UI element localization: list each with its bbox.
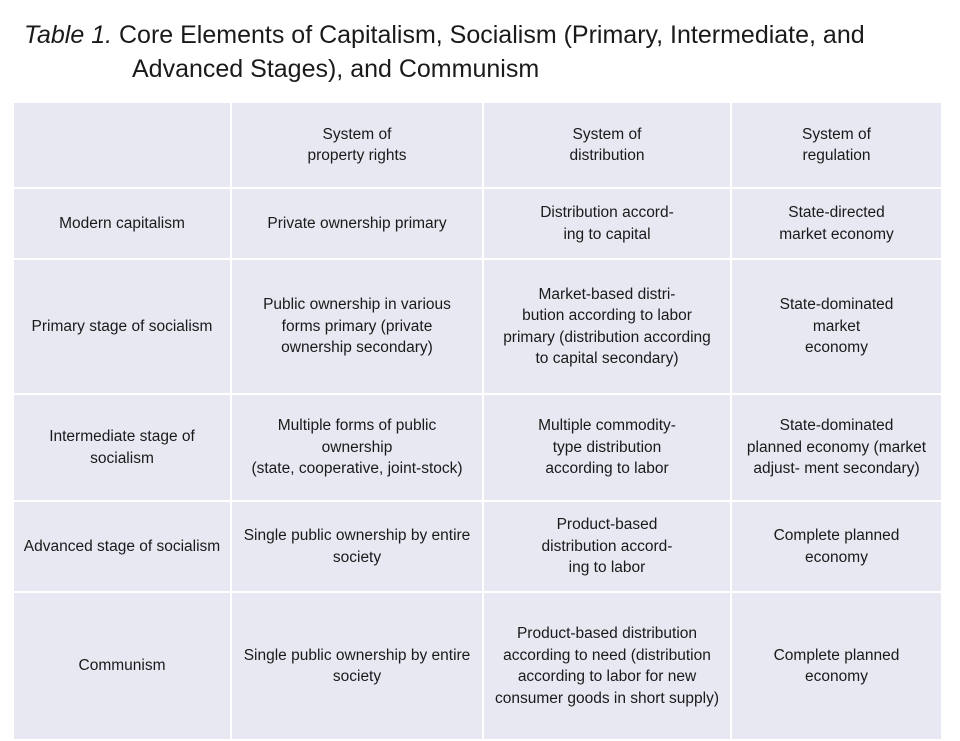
- row-label-line: Modern capitalism: [59, 214, 185, 232]
- table-row-communism: [14, 593, 941, 741]
- cell-line: society: [332, 548, 382, 566]
- cell-property-rights: [232, 189, 484, 260]
- row-label: [14, 189, 232, 260]
- cell-distribution: [484, 189, 732, 260]
- cell-line: Complete planned: [773, 646, 900, 664]
- cell-line: Multiple commodity-: [538, 417, 676, 435]
- column-header-regulation: [732, 103, 941, 189]
- row-label: [14, 260, 232, 395]
- row-label: [14, 593, 232, 741]
- cell-line: ownership secondary): [281, 339, 433, 357]
- cell-regulation: [732, 593, 941, 741]
- cell-line: ing to labor: [568, 559, 646, 577]
- row-label-line: Intermediate stage of: [49, 428, 195, 445]
- column-header-property-rights: [232, 103, 484, 189]
- cell-regulation: [732, 260, 941, 395]
- cell-line: economy: [805, 548, 868, 566]
- table-row-modern-capitalism: [14, 189, 941, 260]
- table-row-advanced-socialism: [14, 502, 941, 593]
- cell-line: Multiple forms of public: [277, 417, 437, 435]
- cell-line: type distribution: [552, 438, 662, 456]
- cell-line: market economy: [779, 225, 894, 243]
- cell-line: to capital secondary): [535, 350, 679, 367]
- cell-line: according to labor for new: [517, 668, 697, 685]
- header-line: System of: [802, 125, 871, 143]
- cell-regulation: [732, 502, 941, 593]
- table-row-intermediate-socialism: [14, 395, 941, 502]
- header-row: [14, 103, 941, 189]
- header-line: property rights: [307, 147, 407, 164]
- row-label-line: Communism: [78, 657, 166, 675]
- row-label: [14, 395, 232, 502]
- cell-line: consumer goods in short supply): [494, 689, 719, 707]
- cell-line: society: [332, 668, 382, 685]
- table-title: [24, 18, 924, 86]
- column-header-distribution: [484, 103, 732, 189]
- cell-line: distribution accord-: [541, 537, 673, 555]
- header-line: regulation: [802, 147, 871, 164]
- cell-line: Private ownership primary: [267, 214, 447, 232]
- table-row-primary-socialism: [14, 260, 941, 395]
- cell-property-rights: [232, 260, 484, 395]
- header-line: System of: [322, 125, 392, 143]
- cell-distribution: [484, 502, 732, 593]
- cell-property-rights: [232, 395, 484, 502]
- cell-line: bution according to labor: [522, 307, 692, 324]
- title-line-1: Core Elements of Capitalism, Socialism (Primary, Intermediate, and: [119, 21, 865, 49]
- cell-line: Public ownership in various: [263, 296, 451, 314]
- cell-line: economy: [805, 339, 868, 357]
- cell-line: State-dominated: [779, 417, 894, 435]
- cell-line: (state, cooperative, joint-stock): [251, 460, 463, 478]
- cell-distribution: [484, 395, 732, 502]
- cell-line: ownership: [321, 438, 393, 456]
- table-number: Table 1.: [24, 21, 113, 49]
- cell-line: Market-based distri-: [538, 285, 676, 303]
- core-elements-table: [14, 103, 941, 741]
- cell-property-rights: [232, 593, 484, 741]
- cell-line: Single public ownership by entire: [243, 527, 471, 544]
- cell-line: Distribution accord-: [540, 204, 674, 221]
- cell-line: planned economy (market: [746, 438, 927, 456]
- cell-line: State-directed: [788, 204, 885, 221]
- row-label: [14, 502, 232, 593]
- title-line-2: Advanced Stages), and Communism: [132, 55, 540, 83]
- cell-regulation: [732, 395, 941, 502]
- cell-line: State-dominated: [779, 296, 894, 314]
- row-label-line: Primary stage of socialism: [31, 317, 213, 335]
- cell-regulation: [732, 189, 941, 260]
- cell-distribution: [484, 593, 732, 741]
- row-label-line: socialism: [90, 449, 154, 467]
- cell-line: Product-based: [556, 516, 658, 534]
- row-label-line: Advanced stage of socialism: [23, 537, 221, 555]
- cell-line: economy: [805, 668, 868, 685]
- cell-line: Single public ownership by entire: [243, 646, 471, 664]
- cell-line: according to need (distribution: [503, 646, 711, 664]
- header-line: System of: [572, 125, 642, 143]
- cell-line: Complete planned: [773, 527, 900, 544]
- cell-line: primary (distribution according: [503, 328, 711, 346]
- cell-line: market: [812, 317, 861, 335]
- cell-line: according to labor: [545, 460, 669, 478]
- cell-line: forms primary (private: [281, 317, 433, 335]
- cell-line: Product-based distribution: [516, 625, 698, 642]
- cell-property-rights: [232, 502, 484, 593]
- header-line: distribution: [569, 147, 645, 164]
- corner-cell: [14, 103, 232, 189]
- cell-line: ing to capital: [563, 225, 651, 243]
- cell-distribution: [484, 260, 732, 395]
- cell-line: adjust- ment secondary): [753, 460, 920, 478]
